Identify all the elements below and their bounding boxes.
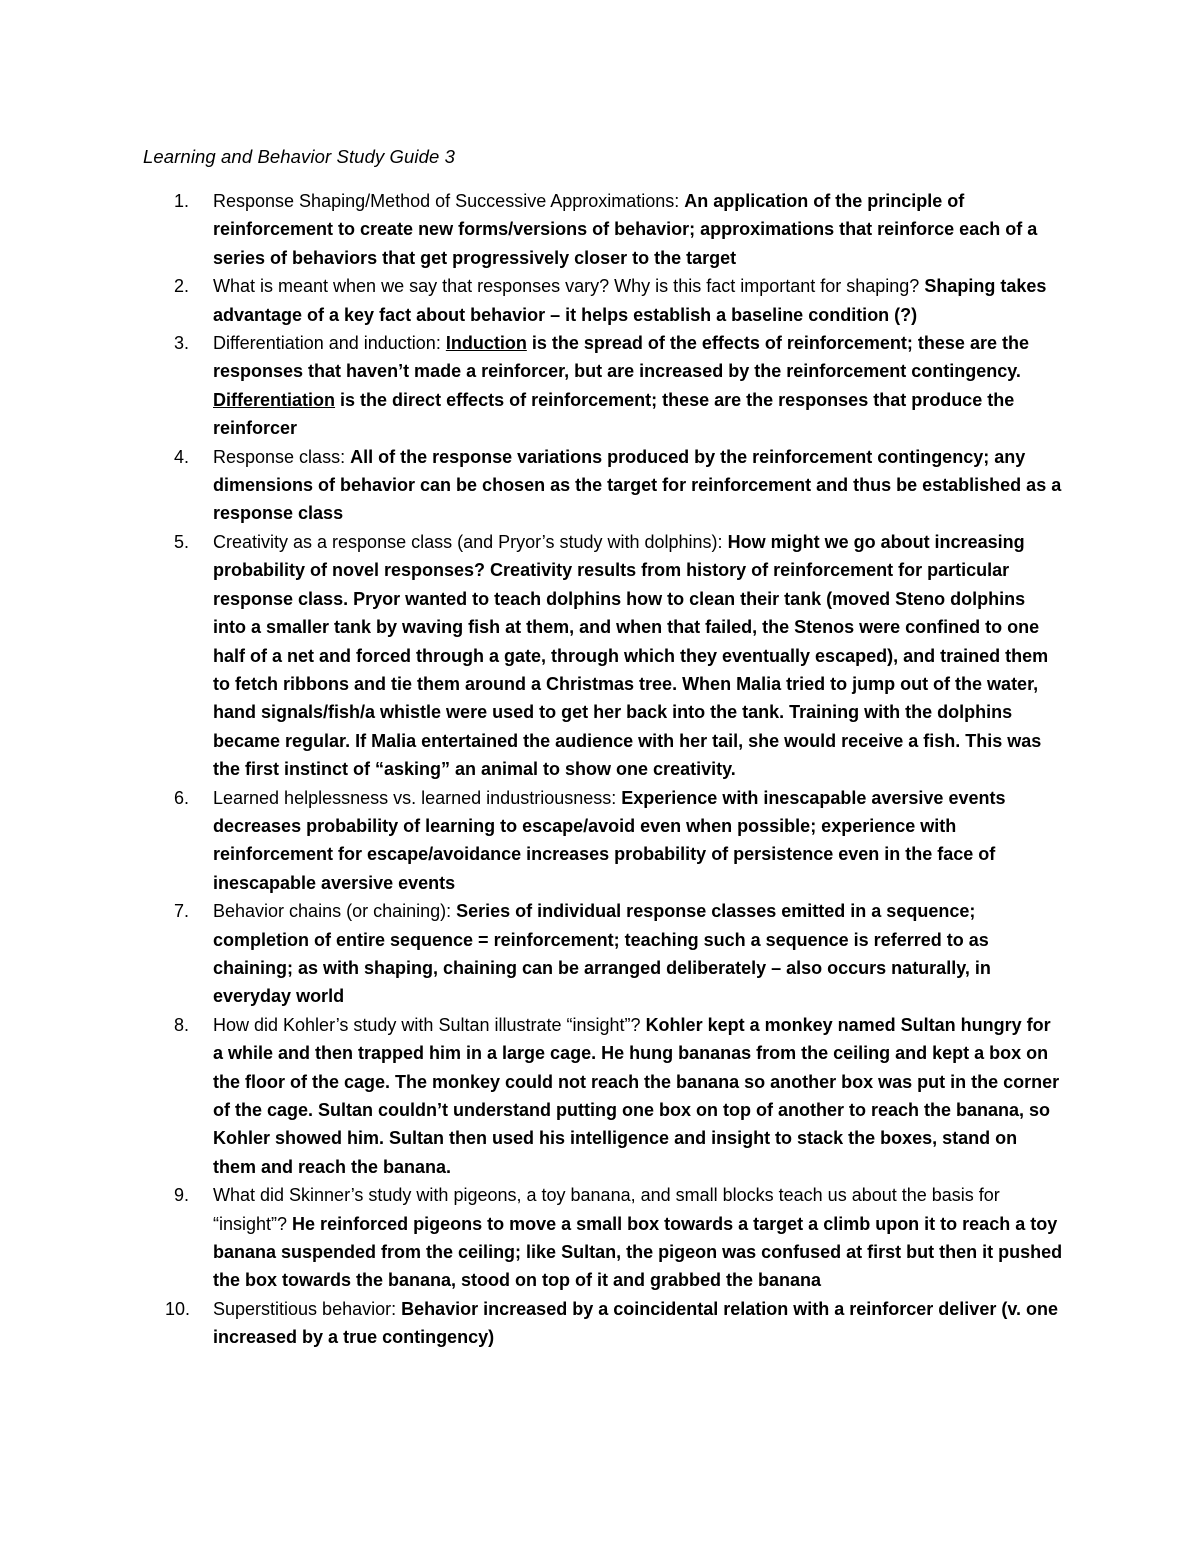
item-number: 1.: [174, 191, 190, 211]
item-number: 3.: [174, 333, 190, 354]
item-answer: He reinforced pigeons to move a small box towards a target a climb upon it to reach a toy banana suspended from the ceiling; like Sultan, the pigeon was confused at first but then it pushed the box towards the banana, stood on top of it and grabbed the banana: [213, 1213, 1063, 1291]
item-answer: Experience with inescapable aversive events decreases probability of learning to escape/avoid even when possible; experience with reinforcement for escape/avoidance increases probability of persistence even in the face of inescapable aversive events: [213, 787, 1006, 893]
list-item-2: [143, 272, 1063, 329]
term-differentiation: Differentiation: [213, 389, 336, 410]
item-question: Learned helplessness vs. learned industriousness:: [213, 787, 617, 808]
document-title: Learning and Behavior Study Guide 3: [143, 146, 456, 167]
item-question: Behavior chains (or chaining):: [213, 901, 452, 922]
list-item-6: [143, 784, 1063, 898]
item-number: 10.: [165, 1298, 191, 1319]
item-number: 7.: [174, 901, 190, 922]
list-item-4: [143, 443, 1063, 528]
item-answer: How might we go about increasing probability of novel responses? Creativity results from history of reinforcement for particular response class. Pryor wanted to teach dolphins how to clean their tank (moved Steno dolphins into a smaller tank by waving fish at them, and when that failed, the Stenos were confined to one half of a net and forced through a gate, through which they eventually escaped), and trained them to fetch ribbons and tie them around a Christmas tree. When Malia tried to jump out of the water, hand signals/fish/a whistle were used to get her back into the tank. Training with the dolphins became regular. If Malia entertained the audience with her tail, she would receive a fish. This was the first instinct of “asking” an animal to show one creativity.: [213, 531, 1049, 780]
item-answer: Series of individual response classes emitted in a sequence; completion of entire sequence = reinforcement; teaching such a sequence is referred to as chaining; as with shaping, chaining can be arranged deliberately – also occurs naturally, in everyday world: [213, 901, 991, 1007]
item-question: Response class:: [213, 446, 346, 467]
item-answer-induction: is the spread of the effects of reinforcement; these are the responses that haven’t made a reinforcer, but are increased by the reinforcement contingency.: [213, 333, 1029, 382]
item-number: 6.: [174, 787, 190, 808]
item-question: What did Skinner’s study with pigeons, a toy banana, and small blocks teach us about the basis for “insight”?: [213, 1185, 1000, 1234]
list-item-9: [143, 1181, 1063, 1295]
item-answer: Behavior increased by a coincidental relation with a reinforcer deliver (v. one increased by a true contingency): [213, 1298, 1059, 1348]
item-answer: Kohler kept a monkey named Sultan hungry for a while and then trapped him in a large cage. He hung bananas from the ceiling and kept a box on the floor of the cage. The monkey could not reach the banana so another box was put in the corner of the cage. Sultan couldn’t understand putting one box on top of another to reach the banana, so Kohler showed him. Sultan then used his intelligence and insight to stack the boxes, stand on them and reach the banana.: [213, 1014, 1060, 1177]
list-item-1: [143, 187, 1063, 272]
list-item-7: [143, 897, 1063, 1011]
item-answer: Shaping takes advantage of a key fact about behavior – it helps establish a baseline condition (?): [213, 276, 1047, 325]
item-answer: All of the response variations produced by the reinforcement contingency; any dimensions of behavior can be chosen as the target for reinforcement and thus be established as a response class: [213, 446, 1062, 524]
list-item-10: [143, 1295, 1063, 1352]
item-question: Differentiation and induction:: [213, 333, 441, 354]
item-number: 4.: [174, 446, 190, 467]
item-question: Superstitious behavior:: [213, 1298, 397, 1319]
list-item-8: [143, 1011, 1063, 1181]
item-answer-differentiation: is the direct effects of reinforcement; these are the responses that produce the reinforcer: [213, 389, 1015, 439]
item-number: 2.: [174, 276, 190, 297]
item-number: 9.: [174, 1185, 190, 1206]
term-induction: Induction: [445, 333, 527, 354]
item-number: 5.: [174, 531, 190, 552]
list-item-5: [143, 528, 1063, 784]
item-question: What is meant when we say that responses vary? Why is this fact important for shaping?: [213, 276, 920, 297]
study-guide-list: [143, 187, 1063, 1352]
item-answer: An application of the principle of reinforcement to create new forms/versions of behavior; approximations that reinforce each of a series of behaviors that get progressively closer to the target: [213, 191, 1038, 268]
item-question: How did Kohler’s study with Sultan illustrate “insight”?: [213, 1014, 641, 1035]
item-number: 8.: [174, 1014, 190, 1035]
item-question: Creativity as a response class (and Pryor’s study with dolphins):: [213, 531, 723, 552]
item-question: Response Shaping/Method of Successive Approximations:: [213, 191, 680, 211]
list-item-3: [143, 329, 1063, 443]
